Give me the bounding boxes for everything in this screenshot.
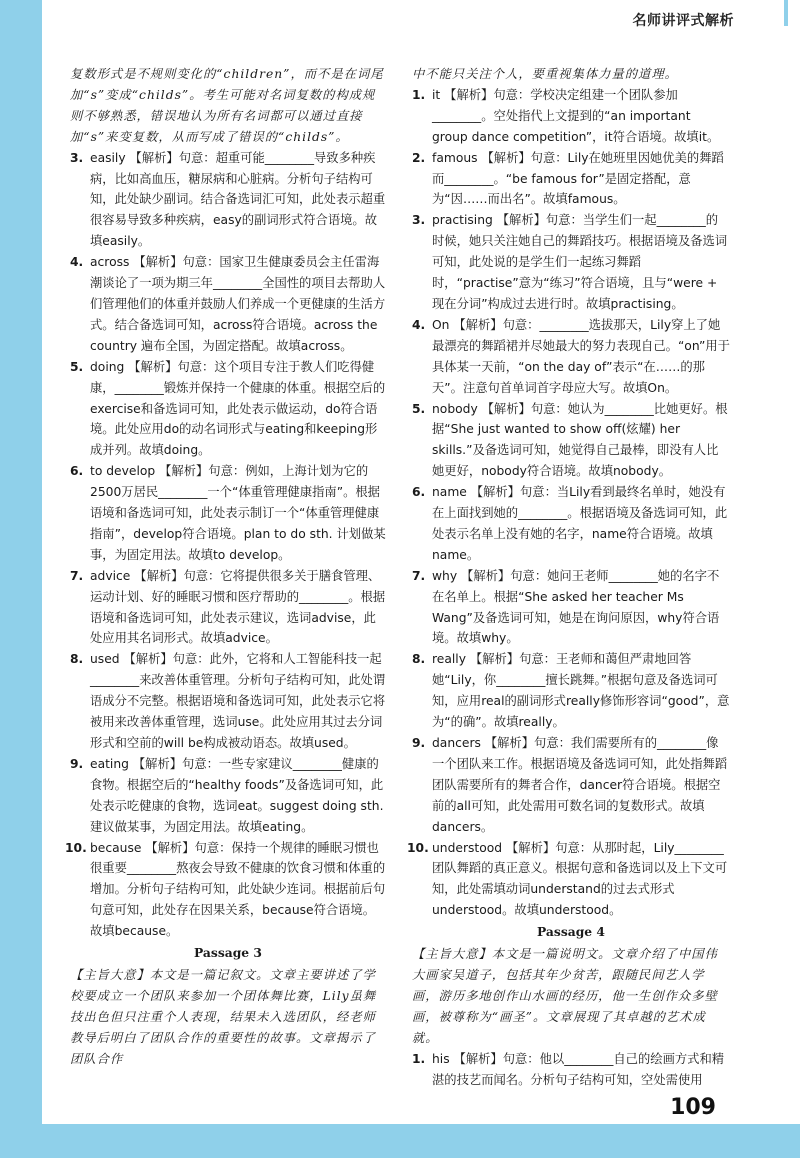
answer-item bbox=[412, 85, 730, 148]
item-number: 1. bbox=[412, 87, 426, 102]
item-text: famous 【解析】句意：Lily在她班里因她优美的舞蹈而________。“be famous for”是固定搭配，意为“因……而出名”。故填famous。 bbox=[432, 150, 724, 207]
item-text: understood 【解析】句意：从那时起，Lily________团队舞蹈的真正意义。根据句意和备选词以及上下文可知，此处需填动词understand的过去式形式understood。故填understood。 bbox=[432, 840, 728, 918]
answer-item bbox=[412, 315, 730, 399]
item-text: to develop 【解析】句意：例如，上海计划为它的2500万居民________一个“体重管理健康指南”。根据语境和备选词可知，此处表示制订一个“体重管理健康指南”，develop符合语境。plan to do sth. 计划做某事，为固定用法。故填to develop。 bbox=[90, 464, 386, 562]
item-number: 2. bbox=[412, 150, 426, 165]
item-number: 8. bbox=[412, 652, 426, 667]
item-number: 9. bbox=[70, 756, 84, 771]
answer-item bbox=[412, 566, 730, 650]
item-number: 1. bbox=[412, 1051, 426, 1066]
answer-item bbox=[412, 1049, 730, 1091]
item-text: used 【解析】句意：此外，它将和人工智能科技一起________来改善体重管理。分析句子结构可知，此处谓语成分不完整。根据语境和备选词可知，此处表示它将被用来改善体重管理，选词use。此处应用其过去分词形式和空前的will be构成被动语态。故填used。 bbox=[90, 652, 386, 750]
item-number: 6. bbox=[412, 485, 426, 500]
item-number: 6. bbox=[70, 464, 84, 479]
answer-item bbox=[412, 399, 730, 483]
item-text: easily 【解析】句意：超重可能________导致多种疾病，比如高血压，糖尿病和心脏病。分析句子结构可知，此处缺少副词。结合备选词汇可知，此处表示超重很容易导致多种疾病，easy的副词形式符合语境。故填easily。 bbox=[90, 150, 386, 249]
item-text: advice 【解析】句意：它将提供很多关于膳食管理、运动计划、好的睡眠习惯和医疗帮助的________。根据语境和备选词可知，此处表示建议，选词advise，此处应用其名词形式。故填advice。 bbox=[90, 568, 386, 646]
passage-summary: 【主旨大意】本文是一篇记叙文。文章主要讲述了学校要成立一个团队来参加一个团体舞比赛，Lily虽舞技出色但只注重个人表现，结果未入选团队，经老师教导后明白了团队合作的重要性的故事。文章揭示了团队合作 bbox=[70, 967, 377, 1066]
item-number: 10. bbox=[65, 840, 87, 855]
item-number: 4. bbox=[70, 255, 84, 270]
page-number: 109 bbox=[670, 1095, 716, 1120]
left-intro: 复数形式是不规则变化的“children”，而不是在词尾加“s”变成“childs”。考生可能对名词复数的构成规则不够熟悉，错误地认为所有名词都可以通过直接加“s”来变复数，从而写成了错误的“childs”。 bbox=[70, 67, 384, 144]
passage-title: Passage 4 bbox=[537, 924, 605, 940]
passage-title: Passage 3 bbox=[194, 945, 262, 961]
bottom-band bbox=[0, 1124, 800, 1158]
item-text: doing 【解析】句意：这个项目专注于教人们吃得健康，________锻炼并保持一个健康的体重。根据空后的exercise和备选词可知，此处表示做运动，do符合语境。此处应用do的动名词形式与eating和keeping形成并列。故填doing。 bbox=[90, 359, 386, 458]
item-text: On 【解析】句意：________选拔那天，Lily穿上了她最漂亮的舞蹈裙并尽她最大的努力表现自己。“on”用于具体某一天前，“on the day of”表示“在……的那天”。注意句首单词首字母应大写。故填On。 bbox=[432, 317, 730, 395]
answer-item bbox=[412, 148, 730, 211]
item-text: across 【解析】句意：国家卫生健康委员会主任雷海潮谈论了一项为期三年________全国性的项目去帮助人们管理他们的体重并鼓励人们养成一个更健康的生活方式。结合备选词可知，across符合语境。across the country 遍布全国，为固定搭配。故填across。 bbox=[90, 255, 386, 353]
left-column bbox=[65, 64, 386, 1070]
item-text: because 【解析】句意：保持一个规律的睡眠习惯也很重要________熬夜会导致不健康的饮食习惯和体重的增加。分析句子结构可知，此处缺少连词。根据前后句句意可知，此处存在因果关系，because符合语境。故填because。 bbox=[90, 840, 386, 939]
answer-item bbox=[70, 148, 386, 253]
page-header: 名师讲评式解析 bbox=[632, 13, 734, 29]
answer-item bbox=[70, 357, 386, 462]
right-intro: 中不能只关注个人，要重视集体力量的道理。 bbox=[412, 67, 678, 81]
answer-item bbox=[412, 210, 730, 315]
answer-item bbox=[412, 482, 730, 566]
answer-item bbox=[70, 649, 386, 754]
answer-item bbox=[407, 838, 730, 922]
item-number: 7. bbox=[70, 568, 84, 583]
item-text: name 【解析】句意：当Lily看到最终名单时，她没有在上面找到她的________。根据语境及备选词可知，此处表示名单上没有她的名字，name符合语境。故填name。 bbox=[432, 485, 728, 562]
answer-item bbox=[70, 754, 386, 838]
edge-tab bbox=[784, 0, 788, 26]
item-text: why 【解析】句意：她问王老师________她的名字不在名单上。根据“She asked her teacher Ms Wang”及备选词可知，她是在询问原因，why符合语境。故填why。 bbox=[432, 568, 720, 646]
item-number: 5. bbox=[70, 359, 84, 374]
answer-item bbox=[412, 733, 730, 838]
item-number: 7. bbox=[412, 568, 426, 583]
item-text: eating 【解析】句意：一些专家建议________健康的食物。根据空后的“healthy foods”及备选词可知，此处表示吃健康的食物，选词eat。suggest doing sth. 建议做某事，为固定用法。故填eating。 bbox=[90, 756, 384, 834]
item-text: his 【解析】句意：他以________自己的绘画方式和精湛的技艺而闻名。分析句子结构可知，空处需使用 bbox=[432, 1051, 725, 1087]
item-text: really 【解析】句意：王老师和蔼但严肃地回答她“Lily，你________擅长跳舞。”根据句意及备选词可知，应用real的副词形式really修饰形容词“good”，意为“的确”。故填really。 bbox=[432, 652, 730, 730]
item-text: practising 【解析】句意：当学生们一起________的时候，她只关注她自己的舞蹈技巧。根据语境及备选词可知，此处说的是学生们一起练习舞蹈时，“practise”意为“练习”符合语境，且与“were + 现在分词”构成过去进行时。故填practising。 bbox=[432, 213, 728, 311]
item-text: nobody 【解析】句意：她认为________比她更好。根据“She just wanted to show off(炫耀) her skills.”及备选词可知，她觉得自己最棒，即没有人比她更好，nobody符合语境。故填nobody。 bbox=[432, 401, 728, 479]
item-number: 8. bbox=[70, 652, 84, 667]
item-text: dancers 【解析】句意：我们需要所有的________像一个团队来工作。根据语境及备选词可知，此处指舞蹈团队需要所有的舞者合作，dancer符合语境。根据空前的all可知，此处需用可数名词的复数形式。故填dancers。 bbox=[432, 736, 728, 834]
answer-item bbox=[70, 566, 386, 650]
item-text: it 【解析】句意：学校决定组建一个团队参加________。空处指代上文提到的“an important group dance competition”，it符合语境。故填it。 bbox=[432, 87, 720, 144]
item-number: 5. bbox=[412, 401, 426, 416]
left-items bbox=[65, 148, 386, 942]
right-items bbox=[407, 85, 730, 921]
item-number: 9. bbox=[412, 736, 426, 750]
passage-summary: 【主旨大意】本文是一篇说明文。文章介绍了中国伟大画家吴道子，包括其年少贫苦，跟随民间艺人学画，游历多地创作山水画的经历，他一生创作众多壁画，被尊称为“画圣”。文章展现了其卓越的艺术成就。 bbox=[412, 947, 718, 1045]
item-number: 4. bbox=[412, 317, 426, 332]
item-number: 3. bbox=[70, 150, 84, 165]
answer-item bbox=[70, 461, 386, 566]
item-number: 3. bbox=[412, 213, 426, 228]
answer-item bbox=[412, 649, 730, 733]
answer-item bbox=[65, 838, 386, 943]
answer-item bbox=[70, 252, 386, 357]
right-column bbox=[407, 64, 730, 1090]
item-number: 10. bbox=[407, 840, 429, 855]
